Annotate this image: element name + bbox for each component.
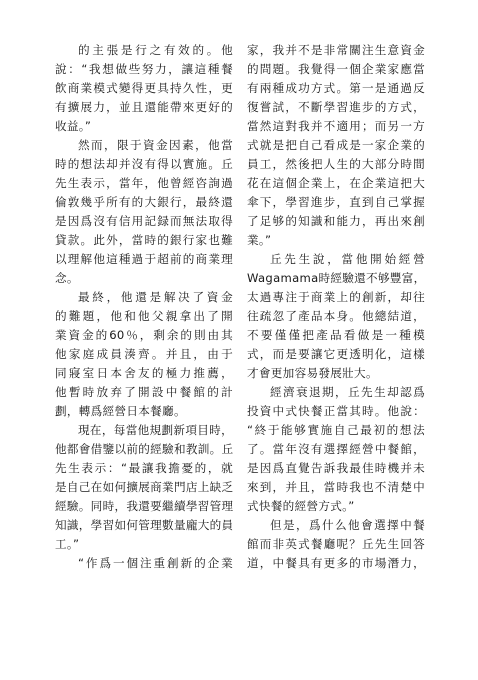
text-line: 以理解他這種過于超前的商業理: [55, 252, 233, 266]
text-line: 了。當年沒有選擇經營中餐館，: [247, 442, 425, 456]
text-line: 現在，每當他規劃新項目時，: [78, 423, 233, 437]
text-line: 式，而是要讓它更透明化，這樣: [247, 347, 425, 361]
text-line: 先生表示，當年，他曾經咨詢過: [55, 176, 233, 190]
text-line: 經驗。同時，我還要繼續學習管理: [55, 499, 234, 513]
text-line: 他都會借鑒以前的經驗和教訓。丘: [55, 442, 234, 456]
text-line: 收益。”: [55, 119, 92, 133]
right-column: [247, 41, 425, 573]
text-line: 式就是把自己看成是一家企業的: [247, 138, 425, 152]
text-line: 投資中式快餐正當其時。他說：: [247, 404, 425, 418]
text-line: 道，中餐具有更多的市場潛力，: [247, 556, 425, 570]
text-line: 有擴展力，並且還能帶來更好的: [55, 100, 233, 114]
text-line: 念。: [55, 271, 79, 285]
text-line: 往疏忽了產品本身。他總結道，: [247, 309, 425, 323]
text-line: 丘先生說，當他開始經營: [270, 252, 425, 266]
text-line: 但是，爲什么他會選擇中餐: [270, 518, 425, 532]
text-line: 式快餐的經營方式。”: [247, 499, 355, 513]
text-line: 的主張是行之有效的。他: [78, 43, 233, 57]
text-line: 有兩種成功方式。第一是通過反: [247, 81, 425, 95]
left-column: [55, 41, 233, 573]
text-line: 劃，轉爲經營日本餐廳。: [55, 404, 186, 418]
text-line: 業。”: [247, 233, 272, 247]
text-line: 經濟衰退期，丘先生却認爲: [270, 385, 425, 399]
text-line: 先生表示：“最讓我擔憂的，就: [55, 461, 233, 475]
text-line: 不要僅僅把產品看做是一種模: [247, 328, 425, 342]
text-line: 當然這對我并不適用；而另一方: [247, 119, 425, 133]
text-line: 的問題。我覺得一個企業家應當: [247, 62, 425, 76]
text-line: 最終，他還是解决了資金: [78, 290, 233, 304]
text-line: 是自己在如何擴展商業門店上缺乏: [55, 480, 234, 494]
text-line: 太過專注于商業上的創新，却往: [247, 290, 425, 304]
text-line: 復嘗試，不斷學習進步的方式，: [247, 100, 425, 114]
text-line: 說：“我想做些努力，讓這種餐: [55, 62, 233, 76]
text-line: 員工，然後把人生的大部分時間: [247, 157, 425, 171]
text-line: 倫敦幾乎所有的大銀行，最終還: [55, 195, 233, 209]
text-line: 了足够的知識和能力，再出來創: [247, 214, 425, 228]
text-line: 館而非英式餐廳呢？丘先生回答: [247, 537, 425, 551]
text-line: 是因爲沒有信用記録而無法取得: [55, 214, 233, 228]
text-line: 才會更加容易發展壯大。: [247, 366, 378, 380]
text-line: 家，我并不是非常關注生意資金: [247, 43, 425, 57]
text-line: 他家庭成員湊齊。并且，由于: [55, 347, 233, 361]
text-line: 來到，并且，當時我也不清楚中: [247, 480, 425, 494]
text-line: 花在這個企業上，在企業這把大: [247, 176, 425, 190]
text-line: 業資金的60％，剩余的則由其: [55, 328, 233, 342]
text-line: 是因爲直覺告訴我最佳時機并未: [247, 461, 425, 475]
text-line: Wagamama時經驗還不够豐富，: [247, 271, 426, 285]
text-line: 貸款。此外，當時的銀行家也難: [55, 233, 233, 247]
text-line: 的難題，他和他父親拿出了開: [55, 309, 233, 323]
text-line: “作爲一個注重創新的企業: [78, 556, 233, 570]
text-line: 時的想法却并沒有得以實施。丘: [55, 157, 233, 171]
text-line: 知識，學習如何管理數量龐大的員: [55, 518, 234, 532]
text-line: 他暫時放弃了開設中餐館的計: [55, 385, 233, 399]
text-line: 然而，限于資金因素，他當: [78, 138, 233, 152]
text-line: 飲商業模式變得更具持久性，更: [55, 81, 233, 95]
text-line: “終于能够實施自己最初的想法: [247, 423, 425, 437]
text-line: 傘下，學習進步，直到自己掌握: [247, 195, 425, 209]
text-line: 同寢室日本舍友的極力推薦，: [55, 366, 233, 380]
text-line: 工。”: [55, 537, 80, 551]
